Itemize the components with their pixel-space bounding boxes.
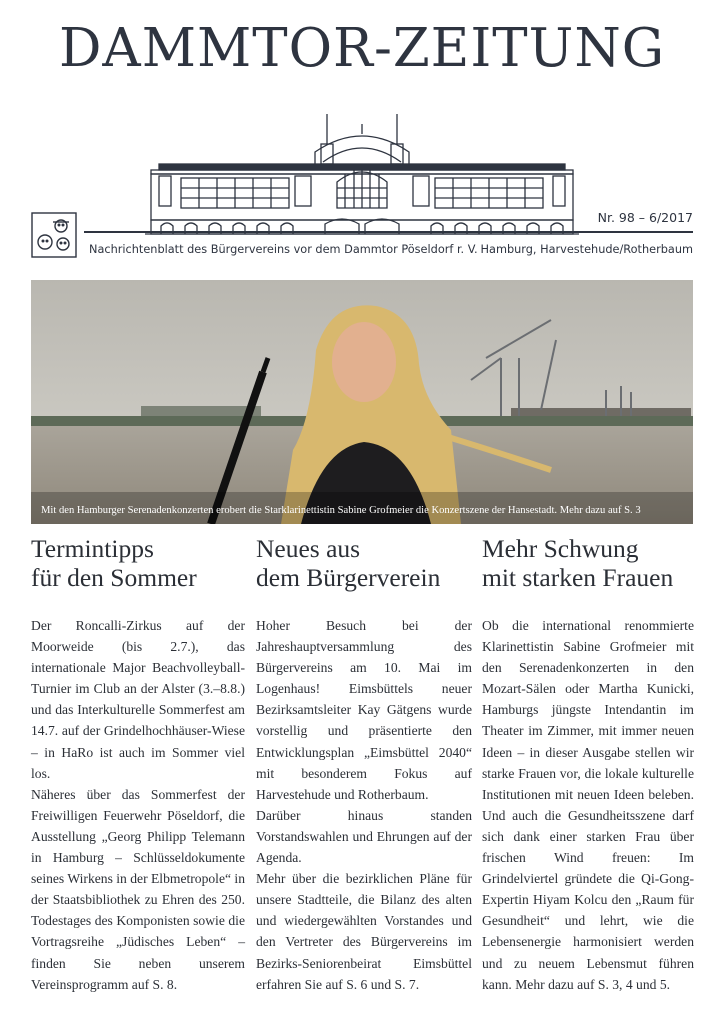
association-logo	[31, 212, 77, 258]
headline-line-2: für den Sommer	[31, 563, 197, 592]
article-headline	[482, 534, 694, 592]
newspaper-title: DAMMTOR-ZEITUNG	[58, 18, 666, 79]
article-paragraph: Der Roncalli-Zirkus auf der Moorweide (bis 2.7.), das internationale Major Beachvolleyball-Turnier im Club an der Alster (3.–8.8.) und das Interkulturelle Sommerfest am 14.7. auf der Grindelhochhäuser-Wiese – in HaRo ist auch im Sommer viel los.	[31, 618, 245, 781]
dammtor-station-illustration	[145, 112, 579, 236]
article-body	[31, 615, 245, 995]
headline-line-2: mit starken Frauen	[482, 563, 674, 592]
hero-photo-illustration	[31, 280, 693, 524]
publication-subtitle: Nachrichtenblatt des Bürgervereins vor dem Dammtor Pöseldorf r. V.	[89, 243, 478, 256]
article-paragraph: Näheres über das Sommerfest der Freiwilligen Feuerwehr Pöseldorf, die Ausstellung „Georg Philipp Telemann in Hamburg – Schlüsseldokumente seines Wirkens in der Elbmetropole“ in der Staatsbibliothek zu Ehren des 250. Todestages des Komponisten sowie die Vortragsreihe „Jüdisches Leben“ – finden Sie neben unserem Vereinsprogramm auf S. 8.	[31, 786, 246, 992]
article-paragraph: Mehr über die bezirklichen Pläne für unsere Stadtteile, die Bilanz des alten und wiedergewählten Vorstandes und den Vertreter des Bürgervereins im Bezirks-Seniorenbeirat Eimsbüttel erfahren Sie auf S. 6 und S. 7.	[256, 871, 472, 992]
article-body	[256, 615, 472, 995]
article-body	[482, 615, 694, 995]
article-headline	[31, 534, 245, 592]
headline-line-2: dem Bürgerverein	[256, 563, 441, 592]
article-paragraph: Hoher Besuch bei der Jahreshauptversammlung des Bürgervereins am 10. Mai im Logenhaus! Eimsbüttels neuer Bezirksamtsleiter Kay Gätgens wurde vorstellig und präsentierte den Entwicklungsplan „Eimsbüttel 2040“ mit besonderem Fokus auf Harvestehude und Rotherbaum.	[256, 618, 472, 802]
article-paragraph: Darüber hinaus standen Vorstandswahlen und Ehrungen auf der Agenda.	[256, 807, 472, 866]
article-headline	[256, 534, 472, 592]
masthead-rule	[84, 231, 693, 233]
article-termintipps	[31, 534, 245, 995]
article-buergerverein	[256, 534, 472, 995]
headline-line-1: Neues aus	[256, 534, 361, 563]
issue-number: Nr. 98 – 6/2017	[597, 210, 693, 225]
article-starke-frauen	[482, 534, 694, 995]
hero-photo	[31, 280, 693, 524]
article-paragraph: Ob die international renommierte Klarinettistin Sabine Grofmeier mit den Serenadenkonzerten in den Mozart-Sälen oder Martha Kunicki, Hamburgs jüngste Intendantin im Theater im Zimmer, mit immer neuen Ideen – in dieser Ausgabe stellen wir starke Frauen vor, die lokale kulturelle Institutionen mit neuen Ideen beleben. Und auch die Gesundheitsszene darf sich dank einer starken Frau über frischen Wind freuen: Im Grindelviertel gründete die Qi-Gong-Expertin Hiyam Kolcu den „Raum für Gesundheit“ und lehrt, wie die Lebensenergie harmonisiert werden und zu neuem Lebensmut führen kann. Mehr dazu auf S. 3, 4 und 5.	[482, 618, 694, 992]
hero-caption: Mit den Hamburger Serenadenkonzerten erobert die Starklarinettistin Sabine Grofmeier die Konzertszene der Hansestadt. Mehr dazu auf S. 3	[41, 505, 641, 516]
publication-location: Hamburg, Harvestehude/Rotherbaum	[480, 243, 693, 256]
headline-line-1: Mehr Schwung	[482, 534, 639, 563]
headline-line-1: Termintipps	[31, 534, 154, 563]
